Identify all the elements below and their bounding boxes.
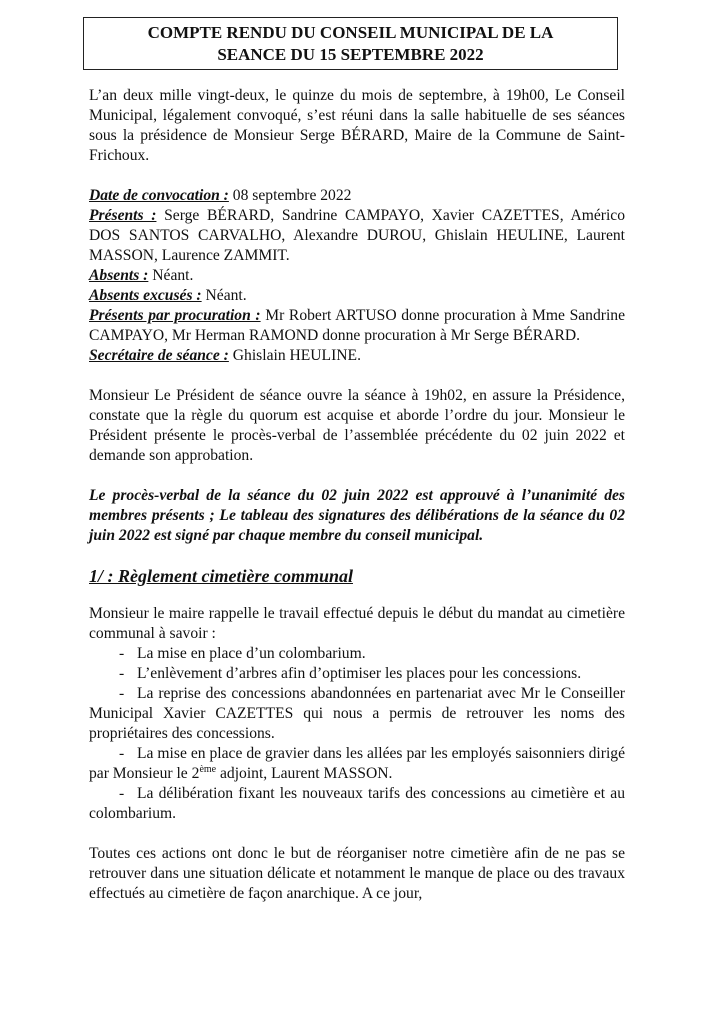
section-1-title: 1/ : Règlement cimetière communal bbox=[89, 566, 353, 586]
title-box bbox=[83, 17, 618, 70]
approval-paragraph: Le procès-verbal de la séance du 02 juin 2022 est approuvé à l’unanimité des membres présents ; Le tableau des signatures des délibérations de la séance du 02 juin 2022 est signé par chaque membre du conseil municipal. bbox=[89, 487, 625, 544]
list-dash: - bbox=[119, 665, 125, 682]
list-item bbox=[89, 644, 625, 664]
list-item-text: La reprise des concessions abandonnées en partenariat avec Mr le Conseiller Municipal Xavier CAZETTES qui nous a permis de retrouver les noms des propriétaires des concessions. bbox=[89, 685, 625, 742]
procuration-label: Présents par procuration : bbox=[89, 307, 261, 324]
list-dash: - bbox=[119, 785, 125, 802]
secretaire-line bbox=[89, 346, 625, 366]
excuses-line bbox=[89, 286, 625, 306]
absents-value: Néant. bbox=[148, 267, 194, 284]
procuration-value: Mr Robert ARTUSO donne procuration à Mme Sandrine CAMPAYO, Mr Herman RAMOND donne procuration à Mr Serge BÉRARD. bbox=[89, 307, 625, 344]
presents-label: Présents : bbox=[89, 207, 157, 224]
list-item bbox=[89, 664, 625, 684]
list-item-text: adjoint, Laurent MASSON. bbox=[216, 765, 393, 782]
opening-paragraph: Monsieur Le Président de séance ouvre la séance à 19h02, en assure la Présidence, constate que la règle du quorum est acquise et aborde l’ordre du jour. Monsieur le Président présente le procès-verbal de l’assemblée précédente du 02 juin 2022 et demande son approbation. bbox=[89, 387, 625, 464]
presents-value: Serge BÉRARD, Sandrine CAMPAYO, Xavier CAZETTES, Américo DOS SANTOS CARVALHO, Alexandre DUROU, Ghislain HEULINE, Laurent MASSON, Laurence ZAMMIT. bbox=[89, 207, 625, 264]
convocation-label: Date de convocation : bbox=[89, 187, 229, 204]
list-item bbox=[89, 684, 625, 744]
title-line-1: COMPTE RENDU DU CONSEIL MUNICIPAL DE LA bbox=[147, 22, 554, 42]
document-body bbox=[89, 86, 625, 904]
secretaire-value: Ghislain HEULINE. bbox=[228, 347, 361, 364]
list-item-text: La délibération fixant les nouveaux tarifs des concessions au cimetière et au colombarium. bbox=[89, 785, 625, 822]
list-item-text: La mise en place d’un colombarium. bbox=[137, 645, 366, 662]
absents-label: Absents : bbox=[89, 267, 149, 284]
section-1-intro: Monsieur le maire rappelle le travail effectué depuis le début du mandat au cimetière communal à savoir : bbox=[89, 605, 625, 642]
excuses-label: Absents excusés : bbox=[89, 287, 202, 304]
list-item bbox=[89, 744, 625, 784]
intro-paragraph: L’an deux mille vingt-deux, le quinze du mois de septembre, à 19h00, Le Conseil Municipal, légalement convoqué, s’est réuni dans la salle habituelle de ses séances sous la présidence de Monsieur Serge BÉRARD, Maire de la Commune de Saint-Frichoux. bbox=[89, 87, 625, 164]
list-dash: - bbox=[119, 745, 125, 762]
list-item-text: L’enlèvement d’arbres afin d’optimiser les places pour les concessions. bbox=[137, 665, 582, 682]
title-line-2: SEANCE DU 15 SEPTEMBRE 2022 bbox=[217, 44, 484, 64]
convocation-line bbox=[89, 186, 625, 206]
procuration-line bbox=[89, 306, 625, 346]
list-item-superscript: ème bbox=[199, 763, 217, 775]
list-item bbox=[89, 784, 625, 824]
convocation-value: 08 septembre 2022 bbox=[228, 187, 352, 204]
presents-line bbox=[89, 206, 625, 266]
excuses-value: Néant. bbox=[201, 287, 247, 304]
absents-line bbox=[89, 266, 625, 286]
list-dash: - bbox=[119, 645, 125, 662]
closing-paragraph: Toutes ces actions ont donc le but de réorganiser notre cimetière afin de ne pas se retrouver dans une situation délicate et notamment le manque de place ou des travaux effectués au cimetière de façon anarchique. A ce jour, bbox=[89, 845, 625, 902]
list-item-text: La mise en place de gravier dans les allées par les employés saisonniers dirigé par Monsieur le 2 bbox=[89, 745, 625, 782]
list-dash: - bbox=[119, 685, 125, 702]
secretaire-label: Secrétaire de séance : bbox=[89, 347, 229, 364]
